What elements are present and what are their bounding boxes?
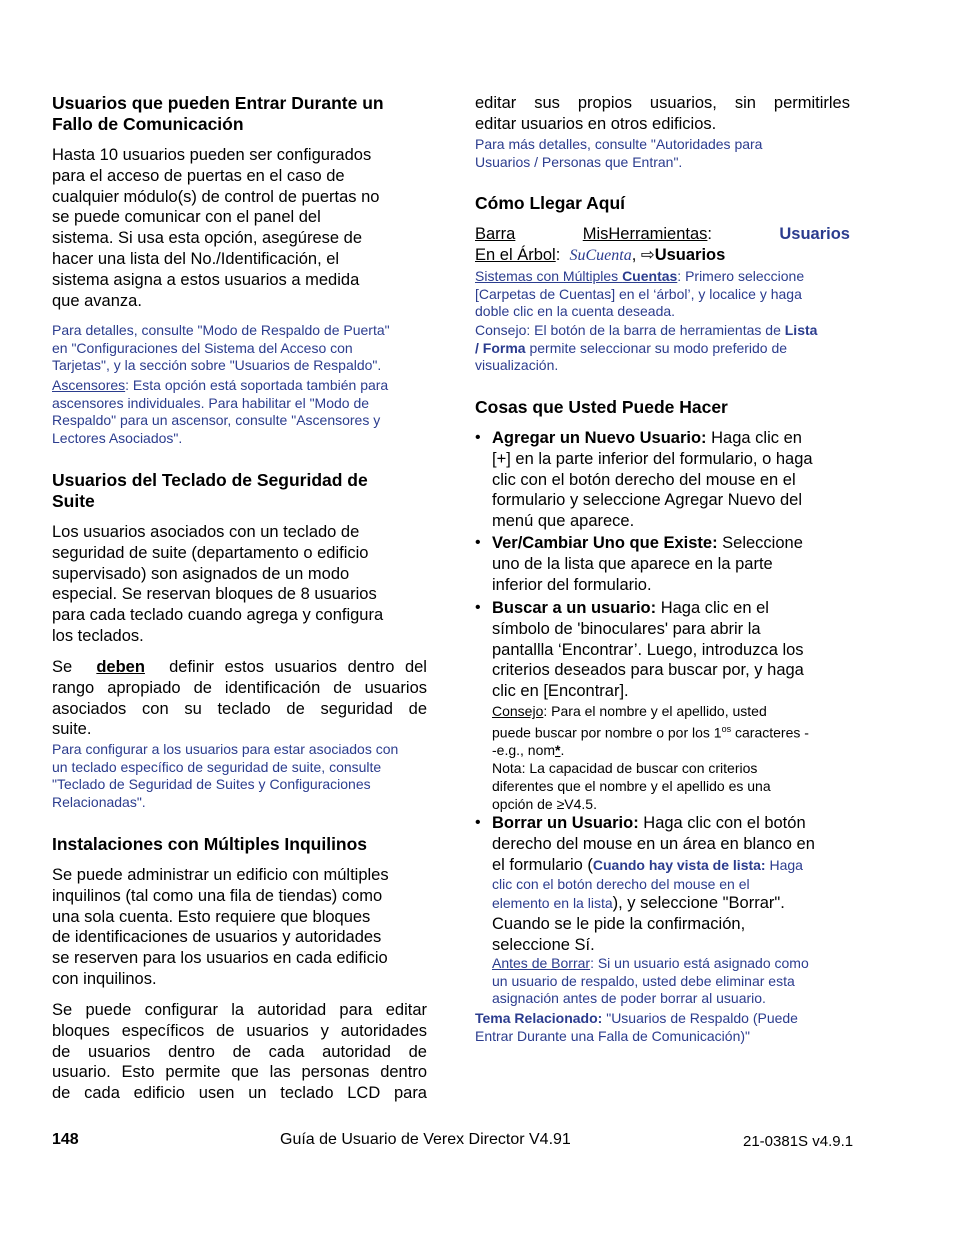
text-line: [Carpetas de Cuentas] en el ‘árbol’, y localice y haga — [475, 285, 802, 302]
action-list — [475, 598, 850, 702]
item-label: Borrar un Usuario: — [492, 814, 639, 832]
tip-line: : Para el nombre y el apellido, usted — [543, 703, 767, 719]
text-line: Se puede configurar la autoridad para editar — [52, 1001, 427, 1019]
paragraph-continuation — [475, 93, 850, 135]
text-line: asociados con su teclado de seguridad de — [52, 699, 427, 718]
tip-line: puede buscar por nombre o por los 1 — [492, 724, 722, 741]
text-line: formulario y seleccione Agregar Nuevo del — [492, 491, 802, 510]
note-label-ascensores: Ascensores — [52, 377, 126, 393]
text-line: pantallla ‘Encontrar’. Luego, introduzca los — [492, 640, 804, 659]
nav-sucuenta: SuCuenta — [569, 246, 632, 264]
note-line: : Esta opción está soportada también para — [125, 377, 389, 393]
note-line: visualización. — [475, 357, 559, 373]
nav-arbol: En el Árbol — [475, 245, 556, 264]
text-line: una sola cuenta. Esto requiere que bloques — [52, 907, 371, 926]
text-line: Para más detalles, consulte "Autoridades para — [475, 136, 763, 152]
document-code: 21-0381S v4.9.1 — [743, 1133, 854, 1150]
section-body-multiples-inquilinos — [52, 865, 389, 990]
colon: : — [707, 225, 713, 243]
text-line: seguridad de suite (departamento o edificio — [52, 543, 369, 562]
text-line: Respaldo" para un ascensor, consulte "Ascensores y — [52, 412, 381, 428]
nav-usuarios-link[interactable]: Usuarios — [779, 225, 850, 243]
text-line: [+] en la parte inferior del formulario, o haga — [492, 449, 813, 468]
text-line: hacer una lista del No./Identificación, el — [52, 249, 340, 268]
item-text: Seleccione — [717, 534, 803, 552]
text-line: "Teclado de Seguridad de Suites y Configuraciones — [52, 776, 371, 792]
item-text: seleccione Sí. — [492, 935, 595, 954]
text-line: criterios deseados para buscar por, y haga — [492, 661, 804, 680]
note-modo-respaldo — [52, 322, 432, 375]
text-line: especial. Se reservan bloques de 8 usuarios — [52, 585, 377, 604]
bullet: • — [475, 429, 481, 446]
text-line: Hasta 10 usuarios pueden ser configurados — [52, 146, 372, 164]
text-line: menú que aparece. — [492, 512, 635, 531]
title-line: Suite — [52, 491, 95, 511]
emphasis: Lista — [784, 322, 818, 338]
note-antes-de-borrar — [492, 955, 857, 1008]
text-line: doble clic en la cuenta deseada. — [475, 303, 676, 319]
text-line: Nota: La capacidad de buscar con criterios — [492, 760, 758, 777]
item-text: Haga clic con el botón — [638, 814, 806, 832]
note-line: : Si un usuario está asignado como — [590, 955, 809, 971]
action-list — [475, 428, 850, 532]
word: Se — [52, 658, 73, 676]
text-line: se puede comunicar con el panel del — [52, 208, 321, 227]
tip-busqueda — [492, 703, 852, 813]
label-part: Cuentas — [622, 268, 678, 284]
tip-line: -e.g., nom — [492, 742, 556, 759]
text-line: para cada teclado cuando agrega y configura — [52, 606, 384, 625]
tip-line: caracteres - — [731, 724, 809, 741]
text-line: bloques específicos de usuarios y autoridades — [52, 1021, 427, 1040]
label-part: Sistemas con Múltiples — [475, 268, 623, 284]
text-line: diferentes que el nombre y el apellido es una — [492, 777, 771, 794]
text-line: para el acceso de puertas en el caso de — [52, 166, 345, 185]
text-line: Los usuarios asociados con un teclado de — [52, 523, 360, 541]
item-label: Agregar un Nuevo Usuario: — [492, 429, 707, 447]
text-line: se reserven para los usuarios en cada edificio — [52, 949, 388, 968]
text-line: Tarjetas", y la sección sobre "Usuarios de Respaldo". — [52, 357, 382, 373]
related-topic-link[interactable]: Entrar Durante una Falla de Comunicación)" — [475, 1027, 750, 1044]
text-line: de identificaciones de usuarios y autoridades — [52, 928, 382, 947]
nav-word: MisHerramientas — [582, 225, 708, 243]
list-item-borrar — [475, 813, 850, 956]
note-line: permite seleccionar su modo preferido de — [525, 339, 788, 356]
tip-label: Consejo — [492, 703, 544, 719]
nav-mis-herramientas — [583, 224, 712, 245]
action-list — [475, 533, 850, 595]
navigation-path: Barra MisHerramientas: Usuarios En el Árbol: SuCuenta, ⇨Usuarios — [475, 225, 850, 264]
title-line: Usuarios que pueden Entrar Durante un — [52, 93, 384, 113]
tip-line: opción de ≥V4.5. — [492, 795, 597, 812]
text-line: ascensores individuales. Para habilitar el "Modo de — [52, 394, 370, 411]
superscript: os — [721, 723, 732, 734]
section-title-como-llegar: Cómo Llegar Aquí — [475, 193, 626, 213]
bullet: • — [475, 534, 481, 551]
text-line: clic en [Encontrar]. — [492, 682, 629, 701]
section-body-usuarios-fallo — [52, 145, 427, 311]
note-line: : Primero seleccione — [677, 268, 805, 284]
item-text: Haga clic en — [706, 429, 802, 447]
list-item-agregar — [475, 428, 850, 532]
text-line: sistema asigna a estos usuarios a medida — [52, 270, 360, 289]
emphasis-deben: deben — [96, 658, 145, 676]
text-line: asignación antes de poder borrar al usuario. — [492, 990, 766, 1006]
item-label: Ver/Cambiar Uno que Existe: — [492, 534, 718, 552]
text-line: Para configurar a los usuarios para estar asociados con — [52, 741, 399, 757]
text-line: clic con el botón derecho del mouse en el — [492, 470, 796, 489]
line-text: suite. — [52, 720, 92, 739]
text-line: que avanza. — [52, 291, 142, 310]
paragraph-deben — [52, 657, 427, 740]
bullet: • — [475, 599, 481, 616]
text-line: con inquilinos. — [52, 969, 157, 988]
section-title-teclado-suite — [52, 470, 368, 512]
note-consejo-lista-forma — [475, 322, 855, 375]
note-autoridades — [475, 136, 762, 171]
emphasis: / Forma — [475, 339, 526, 356]
text-line: Usuarios / Personas que Entran". — [475, 153, 683, 170]
item-text: el formulario ( — [492, 855, 593, 874]
note-label-antes-de-borrar: Antes de Borrar — [492, 955, 591, 971]
nav-usuarios: Usuarios — [654, 245, 726, 264]
note-teclado-suite — [52, 741, 432, 811]
arrow-right-icon: ⇨ — [640, 245, 655, 264]
item-label: Buscar a un usuario: — [492, 599, 657, 617]
item-subnote: clic con el botón derecho del mouse en el — [492, 876, 750, 893]
related-topic-link[interactable]: "Usuarios de Respaldo (Puede — [602, 1010, 798, 1026]
title-line: Fallo de Comunicación — [52, 114, 244, 134]
text-line: Relacionadas". — [52, 793, 146, 810]
item-text: Cuando se le pide la confirmación, — [492, 915, 746, 934]
item-subnote: elemento en la lista — [492, 895, 613, 912]
text-line: de cada edificio usen un teclado LCD para — [52, 1084, 427, 1103]
text-line: Lectores Asociados". — [52, 429, 183, 446]
line-text: editar usuarios en otros edificios. — [475, 114, 717, 133]
text-line: un usuario de respaldo, usted debe eliminar esta — [492, 972, 795, 989]
tip-line: . — [560, 742, 565, 759]
text-line: un teclado específico de seguridad de suite, consulte — [52, 758, 382, 775]
nav-word: Barra — [475, 225, 516, 243]
text-line: editar sus propios usuarios, sin permitirles — [475, 94, 850, 112]
item-subnote: Haga — [765, 856, 803, 873]
text-line: cualquier módulo(s) de control de puertas no — [52, 187, 380, 206]
item-text: derecho del mouse en un área en blanco en — [492, 834, 815, 853]
item-text: Haga clic en el — [656, 599, 769, 617]
item-subnote-label: Cuando hay vista de lista: — [592, 856, 766, 873]
section-title-usuarios-fallo — [52, 93, 384, 135]
item-text: ), y seleccione "Borrar". — [612, 894, 785, 913]
note-label-multiples-cuentas — [475, 268, 677, 284]
title-line: Usuarios del Teclado de Seguridad de — [52, 470, 368, 490]
text-line: de usuarios dentro de cada autoridad de — [52, 1042, 427, 1061]
text-line: símbolo de 'binoculares' para abrir la — [492, 619, 761, 638]
action-list — [475, 813, 850, 956]
section-title-multiples-inquilinos: Instalaciones con Múltiples Inquilinos — [52, 834, 368, 854]
note-ascensores — [52, 377, 432, 447]
bullet: • — [475, 814, 481, 831]
note-line: Consejo: El botón de la barra de herramientas de — [475, 322, 785, 338]
text-line: los teclados. — [52, 626, 144, 645]
text-line: inquilinos (tal como una fila de tiendas) como — [52, 886, 383, 905]
note-multiples-cuentas — [475, 268, 855, 321]
list-item-buscar — [475, 598, 850, 702]
wildcard-star: * — [555, 742, 561, 759]
text-line: Se puede administrar un edificio con múltiples — [52, 866, 389, 884]
section-title-cosas: Cosas que Usted Puede Hacer — [475, 397, 728, 417]
document-title: Guía de Usuario de Verex Director V4.91 — [280, 1131, 571, 1148]
note-label-tema: Tema Relacionado: — [475, 1010, 603, 1026]
list-item-ver-cambiar — [475, 533, 850, 595]
text-line: Para detalles, consulte "Modo de Respaldo de Puerta" — [52, 322, 390, 338]
section-body-teclado-suite — [52, 522, 383, 647]
text-line: supervisado) son asignados de un modo — [52, 564, 350, 583]
text-line: usuario. Esto permite que las personas dentro — [52, 1063, 427, 1082]
line-text: definir estos usuarios dentro del — [169, 658, 427, 676]
page-number: 148 — [52, 1131, 79, 1148]
text-line: rango apropiado de identificación de usuarios — [52, 678, 427, 697]
text-line: inferior del formulario. — [492, 575, 652, 594]
text-line: uno de la lista que aparece en la parte — [492, 554, 773, 573]
text-line: sistema. Si usa esta opción, asegúrese de — [52, 229, 363, 248]
text-line: en "Configuraciones del Sistema del Acceso con — [52, 339, 353, 356]
paragraph-autoridad — [52, 1000, 427, 1104]
note-tema-relacionado — [475, 1010, 855, 1045]
